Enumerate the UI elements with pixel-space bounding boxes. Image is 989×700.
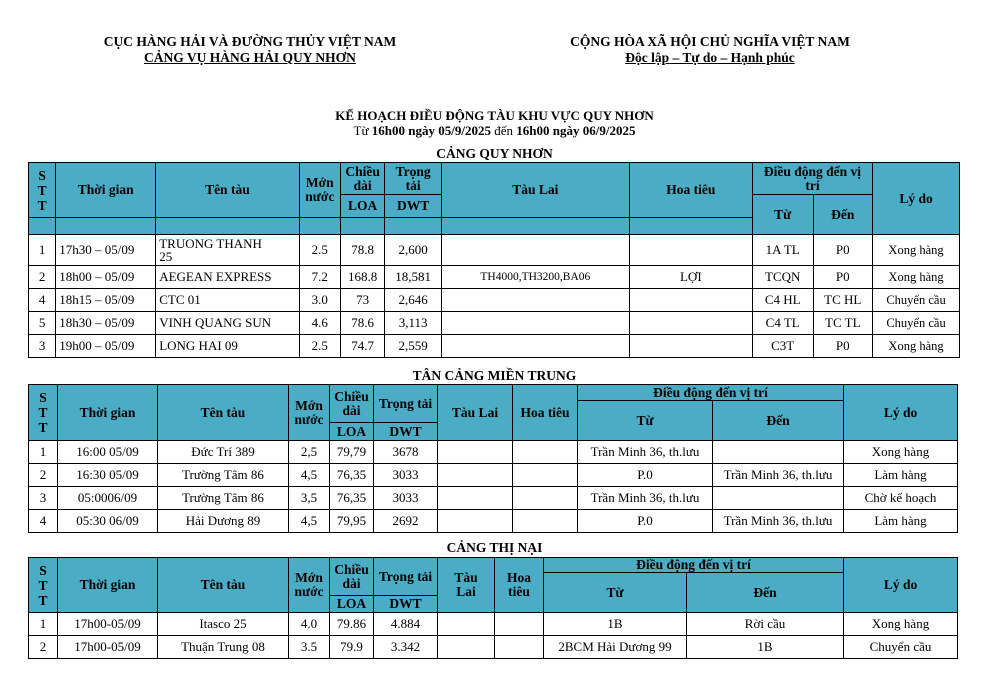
table-thi-nai bbox=[28, 557, 958, 659]
col-tug: Tàu Lai bbox=[438, 385, 513, 441]
cell-reason: Xong hàng bbox=[844, 441, 958, 464]
col-to: Đến bbox=[713, 401, 844, 441]
cell-stt: 2 bbox=[29, 464, 58, 487]
col-dwt: DWT bbox=[385, 195, 442, 218]
cell-from: 1A TL bbox=[752, 235, 813, 266]
col-ship: Tên tàu bbox=[156, 163, 299, 218]
col-to: Đến bbox=[813, 195, 873, 235]
col-loa: LOA bbox=[340, 195, 384, 218]
cell-stt: 2 bbox=[29, 266, 56, 289]
cell-draft: 4,5 bbox=[289, 464, 330, 487]
cell-stt: 1 bbox=[29, 613, 58, 636]
cell-draft: 7.2 bbox=[299, 266, 340, 289]
section-title-quy-nhon: CẢNG QUY NHƠN bbox=[436, 146, 553, 161]
cell-stt: 3 bbox=[29, 487, 58, 510]
period-prefix: Từ bbox=[353, 123, 369, 138]
cell-time: 19h00 – 05/09 bbox=[56, 335, 156, 358]
col-tonnage: Trọng tải bbox=[385, 163, 442, 195]
cell-reason: Làm hàng bbox=[844, 510, 958, 533]
table-row bbox=[29, 312, 960, 335]
cell-ship: Trường Tâm 86 bbox=[158, 487, 289, 510]
col-dwt: DWT bbox=[374, 596, 438, 613]
cell-draft: 4.6 bbox=[299, 312, 340, 335]
cell-pilot bbox=[513, 441, 578, 464]
cell-loa: 168.8 bbox=[340, 266, 384, 289]
col-move: Điều động đến vị trí bbox=[544, 558, 844, 573]
cell-draft: 3.0 bbox=[299, 289, 340, 312]
cell-ship: Itasco 25 bbox=[158, 613, 289, 636]
table-row bbox=[29, 235, 960, 266]
cell-ship: Đức Trí 389 bbox=[158, 441, 289, 464]
cell-reason: Xong hàng bbox=[873, 335, 960, 358]
col-reason: Lý do bbox=[844, 385, 958, 441]
col-blank bbox=[441, 218, 629, 235]
cell-pilot bbox=[495, 636, 544, 659]
table-row bbox=[29, 335, 960, 358]
cell-tug bbox=[441, 312, 629, 335]
cell-time: 18h15 – 05/09 bbox=[56, 289, 156, 312]
cell-draft: 4,5 bbox=[289, 510, 330, 533]
cell-ship: AEGEAN EXPRESS bbox=[156, 266, 299, 289]
cell-tug bbox=[438, 636, 495, 659]
cell-dwt: 3678 bbox=[374, 441, 438, 464]
cell-dwt: 2,646 bbox=[385, 289, 442, 312]
cell-to: TC HL bbox=[813, 289, 873, 312]
col-reason: Lý do bbox=[873, 163, 960, 235]
cell-ship: LONG HAI 09 bbox=[156, 335, 299, 358]
col-stt: S T T bbox=[29, 385, 58, 441]
cell-stt: 4 bbox=[29, 289, 56, 312]
table-row bbox=[29, 464, 958, 487]
cell-reason: Chuyển cầu bbox=[873, 289, 960, 312]
cell-dwt: 3033 bbox=[374, 464, 438, 487]
cell-reason: Chuyển cầu bbox=[844, 636, 958, 659]
cell-pilot bbox=[513, 510, 578, 533]
period-mid: đến bbox=[494, 123, 514, 138]
table-tan-cang bbox=[28, 384, 958, 533]
table-quy-nhon bbox=[28, 162, 960, 358]
cell-reason: Xong hàng bbox=[873, 266, 960, 289]
col-time: Thời gian bbox=[58, 385, 158, 441]
cell-reason: Chuyển cầu bbox=[873, 312, 960, 335]
cell-ship: Hải Dương 89 bbox=[158, 510, 289, 533]
cell-tug bbox=[438, 441, 513, 464]
national-name: CỘNG HÒA XÃ HỘI CHỦ NGHĨA VIỆT NAM bbox=[570, 34, 850, 49]
cell-pilot bbox=[629, 235, 752, 266]
cell-time: 18h30 – 05/09 bbox=[56, 312, 156, 335]
cell-from: P.0 bbox=[578, 464, 713, 487]
port-authority-name: CẢNG VỤ HÀNG HẢI QUY NHƠN bbox=[144, 50, 356, 65]
agency-name: CỤC HÀNG HẢI VÀ ĐƯỜNG THỦY VIỆT NAM bbox=[103, 34, 397, 49]
cell-dwt: 4.884 bbox=[374, 613, 438, 636]
section-title-thi-nai: CẢNG THỊ NẠI bbox=[446, 540, 543, 555]
cell-to bbox=[713, 441, 844, 464]
col-move: Điều động đến vị trí bbox=[752, 163, 872, 195]
national-header bbox=[520, 34, 900, 66]
cell-loa: 79.86 bbox=[330, 613, 374, 636]
col-blank bbox=[385, 218, 442, 235]
table-row bbox=[29, 266, 960, 289]
cell-loa: 78.8 bbox=[340, 235, 384, 266]
cell-reason: Xong hàng bbox=[873, 235, 960, 266]
cell-from: C3T bbox=[752, 335, 813, 358]
cell-from: Trần Minh 36, th.lưu bbox=[578, 487, 713, 510]
cell-dwt: 3033 bbox=[374, 487, 438, 510]
cell-tug: TH4000,TH3200,BA06 bbox=[441, 266, 629, 289]
col-length: Chiều dài bbox=[330, 385, 374, 423]
cell-draft: 2,5 bbox=[289, 441, 330, 464]
cell-dwt: 2692 bbox=[374, 510, 438, 533]
cell-from: C4 TL bbox=[752, 312, 813, 335]
col-loa: LOA bbox=[330, 596, 374, 613]
cell-stt: 1 bbox=[29, 235, 56, 266]
cell-pilot bbox=[629, 289, 752, 312]
col-blank bbox=[56, 218, 156, 235]
col-blank bbox=[156, 218, 299, 235]
cell-pilot bbox=[629, 312, 752, 335]
cell-reason: Chờ kế hoạch bbox=[844, 487, 958, 510]
col-draft: Mớn nước bbox=[289, 558, 330, 613]
cell-dwt: 2,600 bbox=[385, 235, 442, 266]
cell-to: P0 bbox=[813, 335, 873, 358]
col-blank bbox=[629, 218, 752, 235]
cell-stt: 4 bbox=[29, 510, 58, 533]
col-tonnage: Trọng tải bbox=[374, 558, 438, 596]
cell-loa: 79.9 bbox=[330, 636, 374, 659]
cell-pilot bbox=[629, 335, 752, 358]
col-time: Thời gian bbox=[56, 163, 156, 218]
table-row bbox=[29, 636, 958, 659]
col-pilot: Hoa tiêu bbox=[495, 558, 544, 613]
col-tug: Tàu Lai bbox=[441, 163, 629, 218]
cell-reason: Xong hàng bbox=[844, 613, 958, 636]
cell-tug bbox=[438, 487, 513, 510]
cell-stt: 3 bbox=[29, 335, 56, 358]
cell-time: 16:00 05/09 bbox=[58, 441, 158, 464]
col-draft: Mớn nước bbox=[299, 163, 340, 218]
cell-dwt: 2,559 bbox=[385, 335, 442, 358]
cell-ship: VINH QUANG SUN bbox=[156, 312, 299, 335]
cell-time: 17h00-05/09 bbox=[58, 636, 158, 659]
cell-to: 1B bbox=[687, 636, 844, 659]
cell-loa: 74.7 bbox=[340, 335, 384, 358]
period-end: 16h00 ngày 06/9/2025 bbox=[516, 123, 636, 138]
col-length: Chiều dài bbox=[340, 163, 384, 195]
col-ship: Tên tàu bbox=[158, 558, 289, 613]
col-blank bbox=[299, 218, 340, 235]
cell-loa: 78.6 bbox=[340, 312, 384, 335]
cell-from: 2BCM Hải Dương 99 bbox=[544, 636, 687, 659]
document-title: KẾ HOẠCH ĐIỀU ĐỘNG TÀU KHU VỰC QUY NHƠN bbox=[335, 108, 654, 123]
cell-from: Trần Minh 36, th.lưu bbox=[578, 441, 713, 464]
col-length: Chiều dài bbox=[330, 558, 374, 596]
cell-ship: Trường Tâm 86 bbox=[158, 464, 289, 487]
cell-stt: 1 bbox=[29, 441, 58, 464]
col-tonnage: Trọng tải bbox=[374, 385, 438, 423]
cell-from: TCQN bbox=[752, 266, 813, 289]
agency-header bbox=[60, 34, 440, 66]
cell-dwt: 3.342 bbox=[374, 636, 438, 659]
cell-tug bbox=[438, 510, 513, 533]
cell-time: 05:0006/09 bbox=[58, 487, 158, 510]
col-stt: S T T bbox=[29, 558, 58, 613]
col-loa: LOA bbox=[330, 423, 374, 441]
cell-to: Trần Minh 36, th.lưu bbox=[713, 464, 844, 487]
cell-loa: 76,35 bbox=[330, 487, 374, 510]
col-reason: Lý do bbox=[844, 558, 958, 613]
cell-draft: 3.5 bbox=[289, 636, 330, 659]
table-row bbox=[29, 510, 958, 533]
col-stt: S T T bbox=[29, 163, 56, 218]
cell-to: P0 bbox=[813, 235, 873, 266]
cell-loa: 73 bbox=[340, 289, 384, 312]
cell-tug bbox=[441, 289, 629, 312]
table-row bbox=[29, 487, 958, 510]
cell-dwt: 18,581 bbox=[385, 266, 442, 289]
cell-from: C4 HL bbox=[752, 289, 813, 312]
period-start: 16h00 ngày 05/9/2025 bbox=[371, 123, 491, 138]
col-pilot: Hoa tiêu bbox=[629, 163, 752, 218]
cell-tug bbox=[441, 335, 629, 358]
table-row bbox=[29, 613, 958, 636]
cell-from: 1B bbox=[544, 613, 687, 636]
col-blank bbox=[340, 218, 384, 235]
cell-pilot bbox=[513, 487, 578, 510]
cell-pilot bbox=[495, 613, 544, 636]
cell-time: 16:30 05/09 bbox=[58, 464, 158, 487]
cell-tug bbox=[438, 464, 513, 487]
col-to: Đến bbox=[687, 573, 844, 613]
col-pilot: Hoa tiêu bbox=[513, 385, 578, 441]
cell-stt: 5 bbox=[29, 312, 56, 335]
cell-to: P0 bbox=[813, 266, 873, 289]
cell-time: 17h00-05/09 bbox=[58, 613, 158, 636]
cell-loa: 79,95 bbox=[330, 510, 374, 533]
cell-draft: 4.0 bbox=[289, 613, 330, 636]
cell-loa: 76,35 bbox=[330, 464, 374, 487]
cell-tug bbox=[438, 613, 495, 636]
cell-to bbox=[713, 487, 844, 510]
cell-to: TC TL bbox=[813, 312, 873, 335]
table-row bbox=[29, 441, 958, 464]
cell-draft: 2.5 bbox=[299, 335, 340, 358]
col-dwt: DWT bbox=[374, 423, 438, 441]
cell-time: 05:30 06/09 bbox=[58, 510, 158, 533]
cell-dwt: 3,113 bbox=[385, 312, 442, 335]
cell-to: Trần Minh 36, th.lưu bbox=[713, 510, 844, 533]
cell-stt: 2 bbox=[29, 636, 58, 659]
cell-time: 18h00 – 05/09 bbox=[56, 266, 156, 289]
cell-draft: 3,5 bbox=[289, 487, 330, 510]
cell-ship: TRUONG THANH 25 bbox=[156, 235, 299, 266]
cell-ship: Thuận Trung 08 bbox=[158, 636, 289, 659]
col-from: Từ bbox=[578, 401, 713, 441]
cell-time: 17h30 – 05/09 bbox=[56, 235, 156, 266]
col-move: Điều động đến vị trí bbox=[578, 385, 844, 401]
cell-draft: 2.5 bbox=[299, 235, 340, 266]
cell-reason: Làm hàng bbox=[844, 464, 958, 487]
table-row bbox=[29, 289, 960, 312]
col-draft: Mớn nước bbox=[289, 385, 330, 441]
col-time: Thời gian bbox=[58, 558, 158, 613]
col-from: Từ bbox=[752, 195, 813, 235]
col-from: Từ bbox=[544, 573, 687, 613]
document-period bbox=[0, 123, 989, 138]
section-title-tan-cang: TÂN CẢNG MIỀN TRUNG bbox=[412, 368, 577, 383]
cell-from: P.0 bbox=[578, 510, 713, 533]
col-tug: Tàu Lai bbox=[438, 558, 495, 613]
cell-tug bbox=[441, 235, 629, 266]
col-ship: Tên tàu bbox=[158, 385, 289, 441]
cell-loa: 79,79 bbox=[330, 441, 374, 464]
cell-pilot bbox=[513, 464, 578, 487]
col-blank bbox=[29, 218, 56, 235]
cell-to: Rời cầu bbox=[687, 613, 844, 636]
cell-pilot: LỢI bbox=[629, 266, 752, 289]
national-motto: Độc lập – Tự do – Hạnh phúc bbox=[625, 50, 795, 65]
cell-ship: CTC 01 bbox=[156, 289, 299, 312]
